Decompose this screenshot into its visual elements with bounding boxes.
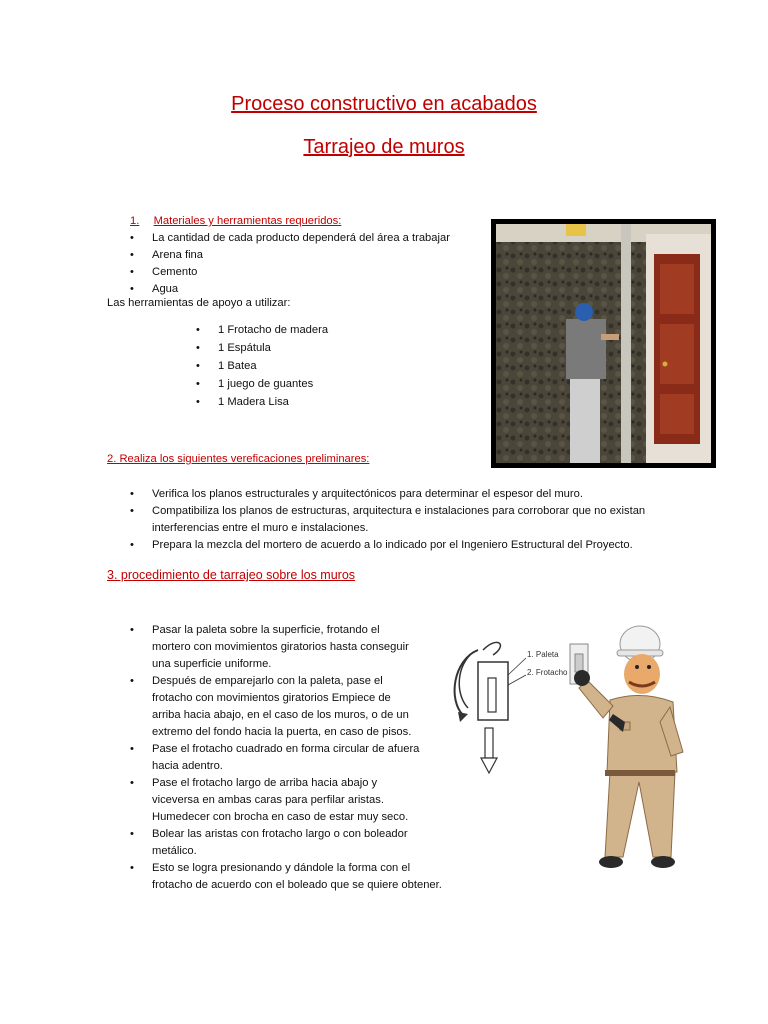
procedure-list xyxy=(130,622,472,894)
list-item: • Cemento xyxy=(152,264,450,281)
list-item xyxy=(130,673,472,741)
list-item-line: Pasar la paleta sobre la superficie, frotando el xyxy=(152,624,380,636)
list-item-continuation: interferencias entre el muro e instalaciones. xyxy=(152,522,369,534)
plastering-photo xyxy=(491,219,716,468)
list-item xyxy=(130,622,472,673)
list-item: • 1 Madera Lisa xyxy=(218,393,328,411)
list-item-text: Prepara la mezcla del mortero de acuerdo a lo indicado por el Ingeniero Estructural del Proyecto. xyxy=(152,539,633,551)
materials-list xyxy=(152,230,450,298)
bullet: • xyxy=(130,539,134,551)
list-item-line: arriba hacia abajo, en el caso de los muros, o de un xyxy=(152,709,409,721)
bullet: • xyxy=(130,862,134,874)
list-item-text: Verifica los planos estructurales y arquitectónicos para determinar el espesor del muro. xyxy=(152,488,583,500)
list-item-line: Bolear las aristas con frotacho largo o con boleador xyxy=(152,828,408,840)
list-item: • 1 juego de guantes xyxy=(218,375,328,393)
bullet: • xyxy=(130,743,134,755)
bullet: • xyxy=(130,675,134,687)
list-item-line: Después de emparejarlo con la paleta, pase el xyxy=(152,675,383,687)
section3-heading: 3. procedimiento de tarrajeo sobre los muros xyxy=(107,568,356,582)
list-item-line: frotacho con movimientos giratorios Empiece de xyxy=(152,692,391,704)
diagram-label-frotacho: 2. Frotacho xyxy=(527,668,568,677)
list-item xyxy=(130,486,672,503)
list-item xyxy=(130,826,472,860)
verifications-list xyxy=(130,486,672,554)
list-item-line: Pase el frotacho largo de arriba hacia abajo y xyxy=(152,777,378,789)
list-item-line: viceversa en ambas caras para perfilar aristas. xyxy=(152,794,384,806)
tools-intro: Las herramientas de apoyo a utilizar: xyxy=(107,297,291,309)
section1-heading-text: Materiales y herramientas requeridos: xyxy=(153,215,342,227)
list-item: • 1 Espátula xyxy=(218,339,328,357)
list-item-line: metálico. xyxy=(152,845,197,857)
bullet: • xyxy=(130,828,134,840)
section2-heading: 2. Realiza los siguientes vereficaciones preliminares: xyxy=(107,453,370,465)
list-item: • Agua xyxy=(152,281,450,298)
list-item-text: Compatibiliza los planos de estructuras, arquitectura e instalaciones para corroborar que no existan xyxy=(152,505,646,517)
list-item-line: Pase el frotacho cuadrado en forma circular de afuera xyxy=(152,743,420,755)
list-item-line: mortero con movimientos giratorios hasta conseguir xyxy=(152,641,409,653)
list-item-line: hacia adentro. xyxy=(152,760,223,772)
list-item: • 1 Frotacho de madera xyxy=(218,321,328,339)
bullet: • xyxy=(130,624,134,636)
diagram-label-paleta: 1. Paleta xyxy=(527,650,559,659)
bullet: • xyxy=(130,777,134,789)
list-item: • Arena fina xyxy=(152,247,450,264)
list-item xyxy=(130,537,672,554)
section1-heading xyxy=(130,213,341,230)
page-subtitle: Tarrajeo de muros xyxy=(303,136,465,158)
list-item-line: una superficie uniforme. xyxy=(152,658,272,670)
list-item: • 1 Batea xyxy=(218,357,328,375)
list-item xyxy=(130,741,472,775)
construction-worker-illustration xyxy=(565,622,685,882)
worker-plastering-wall-image xyxy=(496,224,711,463)
list-item xyxy=(130,503,672,520)
list-item-line: frotacho de acuerdo con el boleado que se quiere obtener. xyxy=(152,879,442,891)
list-item xyxy=(130,775,472,826)
tools-list xyxy=(218,321,328,411)
list-item xyxy=(130,860,472,894)
section1-heading-number: 1. xyxy=(130,215,140,227)
page-title: Proceso constructivo en acabados xyxy=(231,93,537,115)
list-item-line: extremo del fondo hacia la puerta, en caso de pisos. xyxy=(152,726,412,738)
bullet: • xyxy=(130,488,134,500)
list-item-line: Esto se logra presionando y dándole la forma con el xyxy=(152,862,411,874)
bullet: • xyxy=(130,505,134,517)
list-item-line: Humedecer con brocha en caso de estar muy seco. xyxy=(152,811,409,823)
list-item: • La cantidad de cada producto dependerá del área a trabajar xyxy=(152,230,450,247)
